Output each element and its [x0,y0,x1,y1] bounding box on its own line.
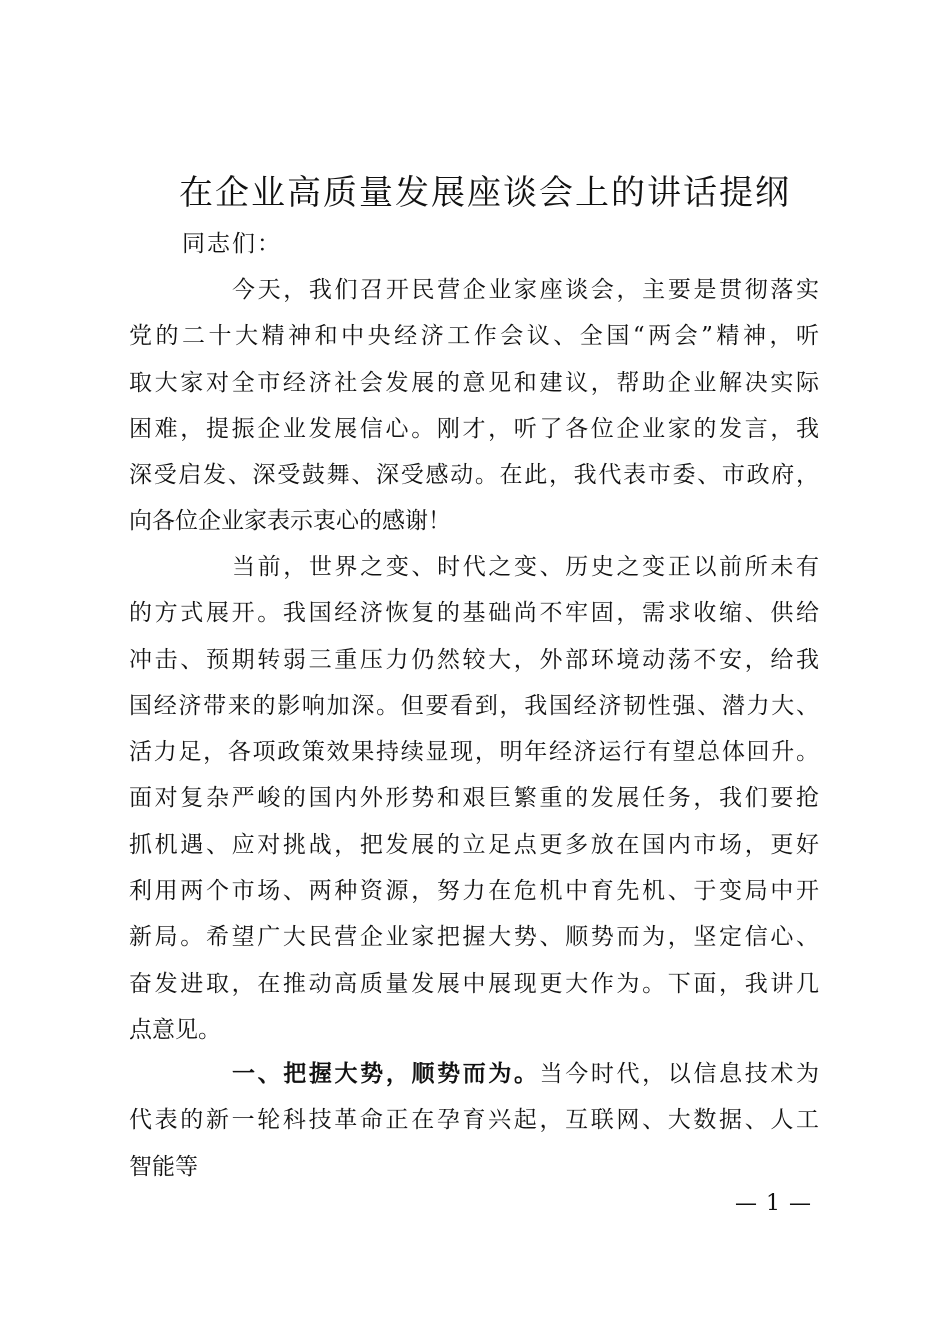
paragraph-line: 智能等 [129,1153,198,1180]
paragraph-line: 深受启发、深受鼓舞、深受感动。在此，我代表市委、市政府， [129,462,819,489]
paragraph-situation [129,544,819,1053]
paragraph-opening [129,267,819,545]
salutation: 同志们： [182,231,282,257]
paragraph-line: 的方式展开。我国经济恢复的基础尚不牢固，需求收缩、供给 [129,600,819,627]
paragraph-line: 奋发进取，在推动高质量发展中展现更大作为。下面，我讲几 [129,970,819,997]
paragraph-line: 面对复杂严峻的国内外形势和艰巨繁重的发展任务，我们要抢 [129,785,819,812]
section-heading: 一、把握大势，顺势而为。 [232,1061,540,1087]
page-number: — 1 — [735,1191,812,1216]
paragraph-line: 利用两个市场、两种资源，努力在危机中育先机、于变局中开 [129,878,819,905]
paragraph-line: 抓机遇、应对挑战，把发展的立足点更多放在国内市场，更好 [129,831,819,858]
paragraph-line: 党的二十大精神和中央经济工作会议、全国“两会”精神，听 [129,323,819,350]
paragraph-line: 当前，世界之变、时代之变、历史之变正以前所未有 [232,554,819,580]
section-one [129,1051,819,1190]
section-heading-line [129,1051,819,1097]
document-title: 在企业高质量发展座谈会上的讲话提纲 [179,173,791,213]
paragraph-line: 冲击、预期转弱三重压力仍然较大，外部环境动荡不安，给我 [129,646,819,673]
paragraph-line: 困难，提振企业发展信心。刚才，听了各位企业家的发言，我 [129,415,819,442]
paragraph-line: 活力足，各项政策效果持续显现，明年经济运行有望总体回升。 [129,739,819,766]
paragraph-line: 新局。希望广大民营企业家把握大势、顺势而为，坚定信心、 [129,924,819,951]
paragraph-line: 代表的新一轮科技革命正在孕育兴起，互联网、大数据、人工 [129,1107,819,1134]
paragraph-line: 取大家对全市经济社会发展的意见和建议，帮助企业解决实际 [129,369,819,396]
paragraph-line: 今天，我们召开民营企业家座谈会，主要是贯彻落实 [232,277,819,303]
paragraph-line: 点意见。 [129,1016,221,1043]
section-first-line-text: 当今时代，以信息技术为 [539,1061,820,1087]
paragraph-line: 向各位企业家表示衷心的感谢！ [129,508,451,535]
paragraph-line: 国经济带来的影响加深。但要看到，我国经济韧性强、潜力大、 [129,692,819,719]
